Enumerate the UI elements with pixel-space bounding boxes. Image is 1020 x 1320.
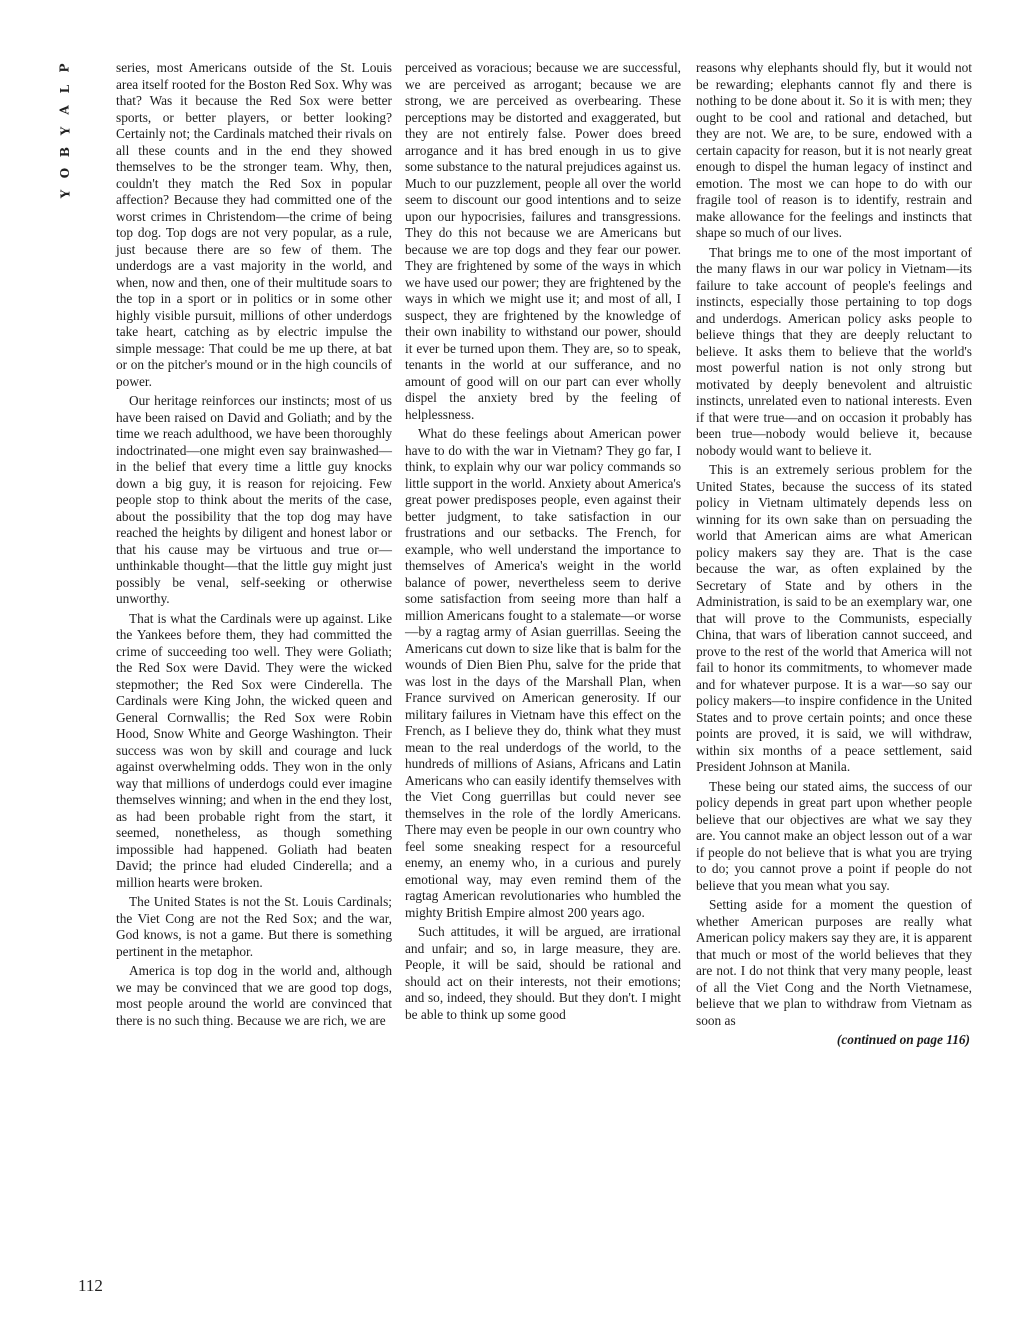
masthead-letter: L	[58, 84, 72, 94]
paragraph: That brings me to one of the most important of the many flaws in our war policy in Vietnam—its failure to take account of people's feelings and instincts, especially those pertaining to top dogs and underdogs. American policy asks people to believe things that they are deeply reluctant to believe. It asks them to believe that the world's most powerful nation is not only strong but motivated by deeply benevolent and altruistic instincts, unrelated even to national interests. Even if that were true—and on occasion it probably has been true—nobody would believe it, because nobody would want to believe it.	[696, 244, 972, 458]
masthead-playboy	[54, 62, 76, 209]
text-column-3	[696, 60, 972, 1310]
masthead-letter: A	[58, 105, 72, 115]
text-column-2	[405, 60, 681, 1310]
paragraph: series, most Americans outside of the St. Louis area itself rooted for the Boston Red Sox. Why was that? Was it because the Red Sox were better sports, or better players, or better looking? Certainly not; the Cardinals matched their rivals on all these counts and in the end they showed themselves to be the stronger team. Why, then, couldn't they match the Red Sox in popular affection? Because they had committed one of the worst crimes in Christendom—the crime of being top dog. Top dogs are not very popular, as a rule, just because there are so few of them. The underdogs are a vast majority in the world, and when, now and then, one of their multitude soars to the top in a sport or in politics or in some other highly visible pursuit, millions of other underdogs take heart, catching as by electric impulse the simple message: That could be me up there, at bat or on the pitcher's mound or in the high councils of power.	[116, 60, 392, 389]
paragraph: Setting aside for a moment the question of whether American purposes are really what American policy makers say they are, it is apparent that much or most of the world believes that they are not. I do not think that very many people, least of all the Viet Cong and the North Vietnamese, believe that we plan to withdraw from Vietnam as soon as	[696, 897, 972, 1028]
masthead-letter: O	[57, 167, 72, 179]
masthead-letter: P	[58, 63, 72, 73]
text-column-1	[116, 60, 392, 1310]
paragraph: What do these feelings about American power have to do with the war in Vietnam? They go far, I think, to explain why our war policy commands so little support in the world. Anxiety about America's great power predisposes people, even against their better judgment, to take satisfaction in our frustrations and our setbacks. The French, for example, who well understand the importance to themselves of America's weight in the world balance of power, nevertheless seem to derive some satisfaction from seeing more than half a million Americans fought to a stalemate—or worse—by a ragtag army of Asian guerrillas. Seeing the Americans cut down to size like that is balm for the wounds of Dien Bien Phu, salve for the pride that was lost in the days of the Marshall Plan, when France survived on American generosity. If our military failures in Vietnam have this effect on the French, as I believe they do, think what they must mean to the real underdogs of the world, to the hundreds of millions of Asians, Africans and Latin Americans who can easily identify themselves with the Viet Cong guerrillas but could never see themselves in the role of the lordly Americans. There may even be people in our own country who feel some sneaking respect for a resourceful enemy, an enemy who, in a curious and purely emotional way, may even remind them of the ragtag American revolutionaries who humbled the mighty British Empire almost 200 years ago.	[405, 426, 681, 920]
paragraph: reasons why elephants should fly, but it would not be rewarding; elephants cannot fly and there is nothing to be done about it. So it is with men; they ought to be cool and rational and detached, but they are not. We are, to be sure, endowed with a certain capacity for reason, but it is not nearly great enough to dispel the human legacy of instinct and emotion. The most we can hope to do with our fragile tool of reason is to identify, restrain and make allowance for the feelings and instincts that shape so much of our lives.	[696, 60, 972, 240]
paragraph: These being our stated aims, the success of our policy depends in great part upon whether people believe that our objectives are what we say they are. You cannot make an object lesson out of a war if people do not believe that is what you are trying to do; you cannot prove a point if people do not believe that you mean what you say.	[696, 778, 972, 893]
masthead-letter: Y	[57, 189, 72, 199]
paragraph: America is top dog in the world and, although we may be convinced that we are good top dogs, most people around the world are convinced that there is no such thing. Because we are rich, we are	[116, 963, 392, 1028]
page-number: 112	[78, 1276, 103, 1295]
paragraph: This is an extremely serious problem for the United States, because the success of its stated policy in Vietnam ultimately depends less on winning for its own sake than on persuading the world that American aims are what American policy makers say they are. That is the case because the war, as often explained by the Secretary of State and by others in the Administration, is said to be an exemplary war, one that will prove to the Communists, especially China, that wars of liberation cannot succeed, and prove to the rest of the world that America will not fail to honor its commitments, to whomever made and for whatever purpose. It is a war—so say our policy makers—to inspire confidence in the United States and to prove certain points; and once these points are proved, it is said, we will withdraw, within six months of a peace settlement, said President Johnson at Manila.	[696, 462, 972, 774]
masthead-letter: Y	[57, 126, 72, 136]
paragraph: perceived as voracious; because we are successful, we are perceived as arrogant; because we are strong, we are perceived as overbearing. These perceptions may be distorted and exaggerated, but they are not entirely false. Power does breed arrogance and it has bred enough in us to give some substance to the natural prejudices against us. Much to our puzzlement, people all over the world seem to discount our good intentions and to seize upon our hypocrisies, failures and transgressions. They do this not because we are Americans but because we are top dogs and they fear our power. They are frightened by some of the ways in which we have used our power; they are frightened by the ways in which we might use it; and most of all, I suspect, they are frightened by the knowledge of their own inability to withstand our power, should it ever be turned upon them. They are, so to speak, tenants in the world at our sufferance, and no amount of good will on our part can ever wholly dispel the anxiety bred by the feeling of helplessness.	[405, 60, 681, 422]
paragraph: The United States is not the St. Louis Cardinals; the Viet Cong are not the Red Sox; and the war, God knows, is not a game. But there is something pertinent in the metaphor.	[116, 894, 392, 959]
paragraph: That is what the Cardinals were up against. Like the Yankees before them, they had committed the crime of succeeding too well. They were Goliath; the Red Sox were David. They were the wicked stepmother; the Red Sox were Cinderella. The Cardinals were King John, the wicked queen and General Cornwallis; the Red Sox were Robin Hood, Snow White and George Washington. Their success was won by skill and courage and luck against overwhelming odds. They won in the only way that millions of underdogs could ever imagine themselves winning; and when in the end they lost, as had been probable right from the start, it seemed, nonetheless, as though something impossible had happened. Goliath had beaten David; the prince had eluded Cinderella; and a million hearts were broken.	[116, 610, 392, 890]
paragraph: Such attitudes, it will be argued, are irrational and unfair; and so, in large measure, they are. People, it will be said, should be rational and should act on their interests, not their emotions; and so, indeed, they should. But they don't. I might be able to think up some good	[405, 924, 681, 1022]
continued-line: (continued on page 116)	[836, 1032, 970, 1047]
masthead-letter: B	[58, 146, 72, 158]
paragraph: Our heritage reinforces our instincts; most of us have been raised on David and Goliath; and by the time we reach adulthood, we have been thoroughly indoctrinated—one might even say brainwashed—in the belief that every time a little guy knocks down a big guy, it is reason for rejoicing. Few people stop to think about the merits of the case, about the possibility that the top dog may have reached the heights by diligent and honest labor or that his cause may be virtuous and true or—unthinkable thought—that the little guy might just possibly be venal, self-seeking or otherwise unworthy.	[116, 393, 392, 606]
